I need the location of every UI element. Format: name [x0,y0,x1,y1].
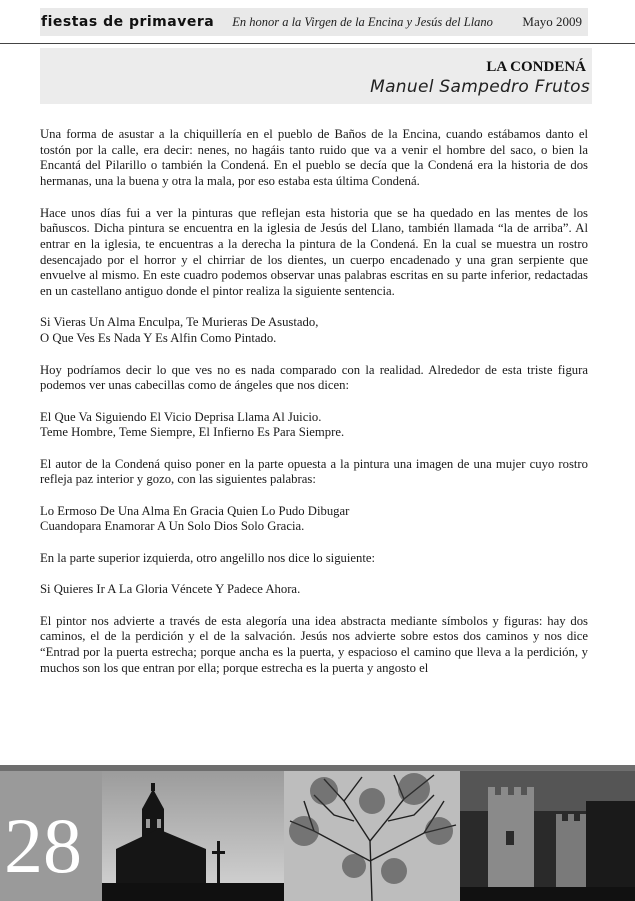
church-photo [102,771,284,901]
verse-line: Teme Hombre, Teme Siempre, El Infierno Es Para Siempre. [40,425,345,440]
verse-2 [40,410,588,441]
article-body [40,127,588,676]
paragraph-5: En la parte superior izquierda, otro angelillo nos dice lo siguiente: [40,550,376,565]
verse-line: Lo Ermoso De Una Alma En Gracia Quien Lo Pudo Dibugar [40,503,350,518]
paragraph-6: El pintor nos advierte a través de esta alegoría una idea abstracta mediante símbolos y figuras: hay dos caminos, el de la perdición y el de la salvación. Jesús nos advierte sobre estos dos caminos y nos dice “Entrad por la puerta estrecha; porque ancha es la puerta, y espacioso el camino que lleva a la perdición, y muchos son los que entran por ella; porque estrecha es la puerta y angosto el [40,613,588,675]
header-date: Mayo 2009 [522,14,582,29]
castle-photo [460,771,635,901]
verse-line: Si Vieras Un Alma Enculpa, Te Murieras De Asustado, [40,315,319,330]
paragraph-1: Una forma de asustar a la chiquillería en el pueblo de Baños de la Encina, cuando estábamos danto el tostón por la calle, era decir: nenes, no hagáis tanto ruido que va a venir el hombre del saco, o bien la Encantá del Pilarillo o también la Condená. En el pueblo se decía que la Condená era la historia de dos hermanas, una la buena y otra la mala, por eso estaba esta última Condená. [40,127,588,189]
paragraph-4: El autor de la Condená quiso poner en la parte opuesta a la pintura una imagen de una mujer cuyo rostro refleja paz interior y gozo, con las siguientes palabras: [40,456,588,487]
photo-band [0,765,635,901]
header-divider [0,43,635,44]
paragraph-3: Hoy podríamos decir lo que ves no es nada comparado con la realidad. Alrededor de esta triste figura podemos ver unas cabecillas como de ángeles que nos dicen: [40,362,588,393]
verse-3 [40,504,588,535]
page-number: 28 [4,802,82,889]
verse-1 [40,315,588,346]
page-number-box [0,771,102,901]
paragraph-2: Hace unos días fui a ver la pinturas que reflejan esta historia que se ha quedado en las mentes de los bañuscos. Dicha pintura se encuentra en la iglesia de Jesús del Llano, también llamada “la de arriba”. Al entrar en la iglesia, te encuentras a la derecha la pintura de la Condená. En la cual se muestra un rostro desencajado por el horror y el chirriar de los dientes, un cuerpo encadenado y una gran serpiente que envuelve al mismo. En este cuadro podemos observar unas palabras escritas en su parte inferior, redactadas en un castellano antiguo donde el pintor realiza la siguiente sentencia. [40,205,588,299]
verse-4: Si Quieres Ir A La Gloria Véncete Y Padece Ahora. [40,582,301,597]
title-box [40,48,592,104]
verse-line: Cuandopara Enamorar A Un Solo Dios Solo Gracia. [40,519,305,534]
church-silhouette-image [102,771,284,901]
castle-tower-image [460,771,635,901]
tree-branches-image [284,771,460,901]
publication-name: fiestas de primavera [41,14,215,30]
running-header [40,8,588,36]
article-author: Manuel Sampedro Frutos [370,77,590,97]
tree-photo [284,771,460,901]
header-subtitle: En honor a la Virgen de la Encina y Jesús del Llano [232,14,493,29]
verse-line: El Que Va Siguiendo El Vicio Deprisa Llama Al Juicio. [40,409,322,424]
verse-line: O Que Ves Es Nada Y Es Alfin Como Pintado. [40,331,277,346]
article-title: LA CONDENÁ [486,59,586,75]
